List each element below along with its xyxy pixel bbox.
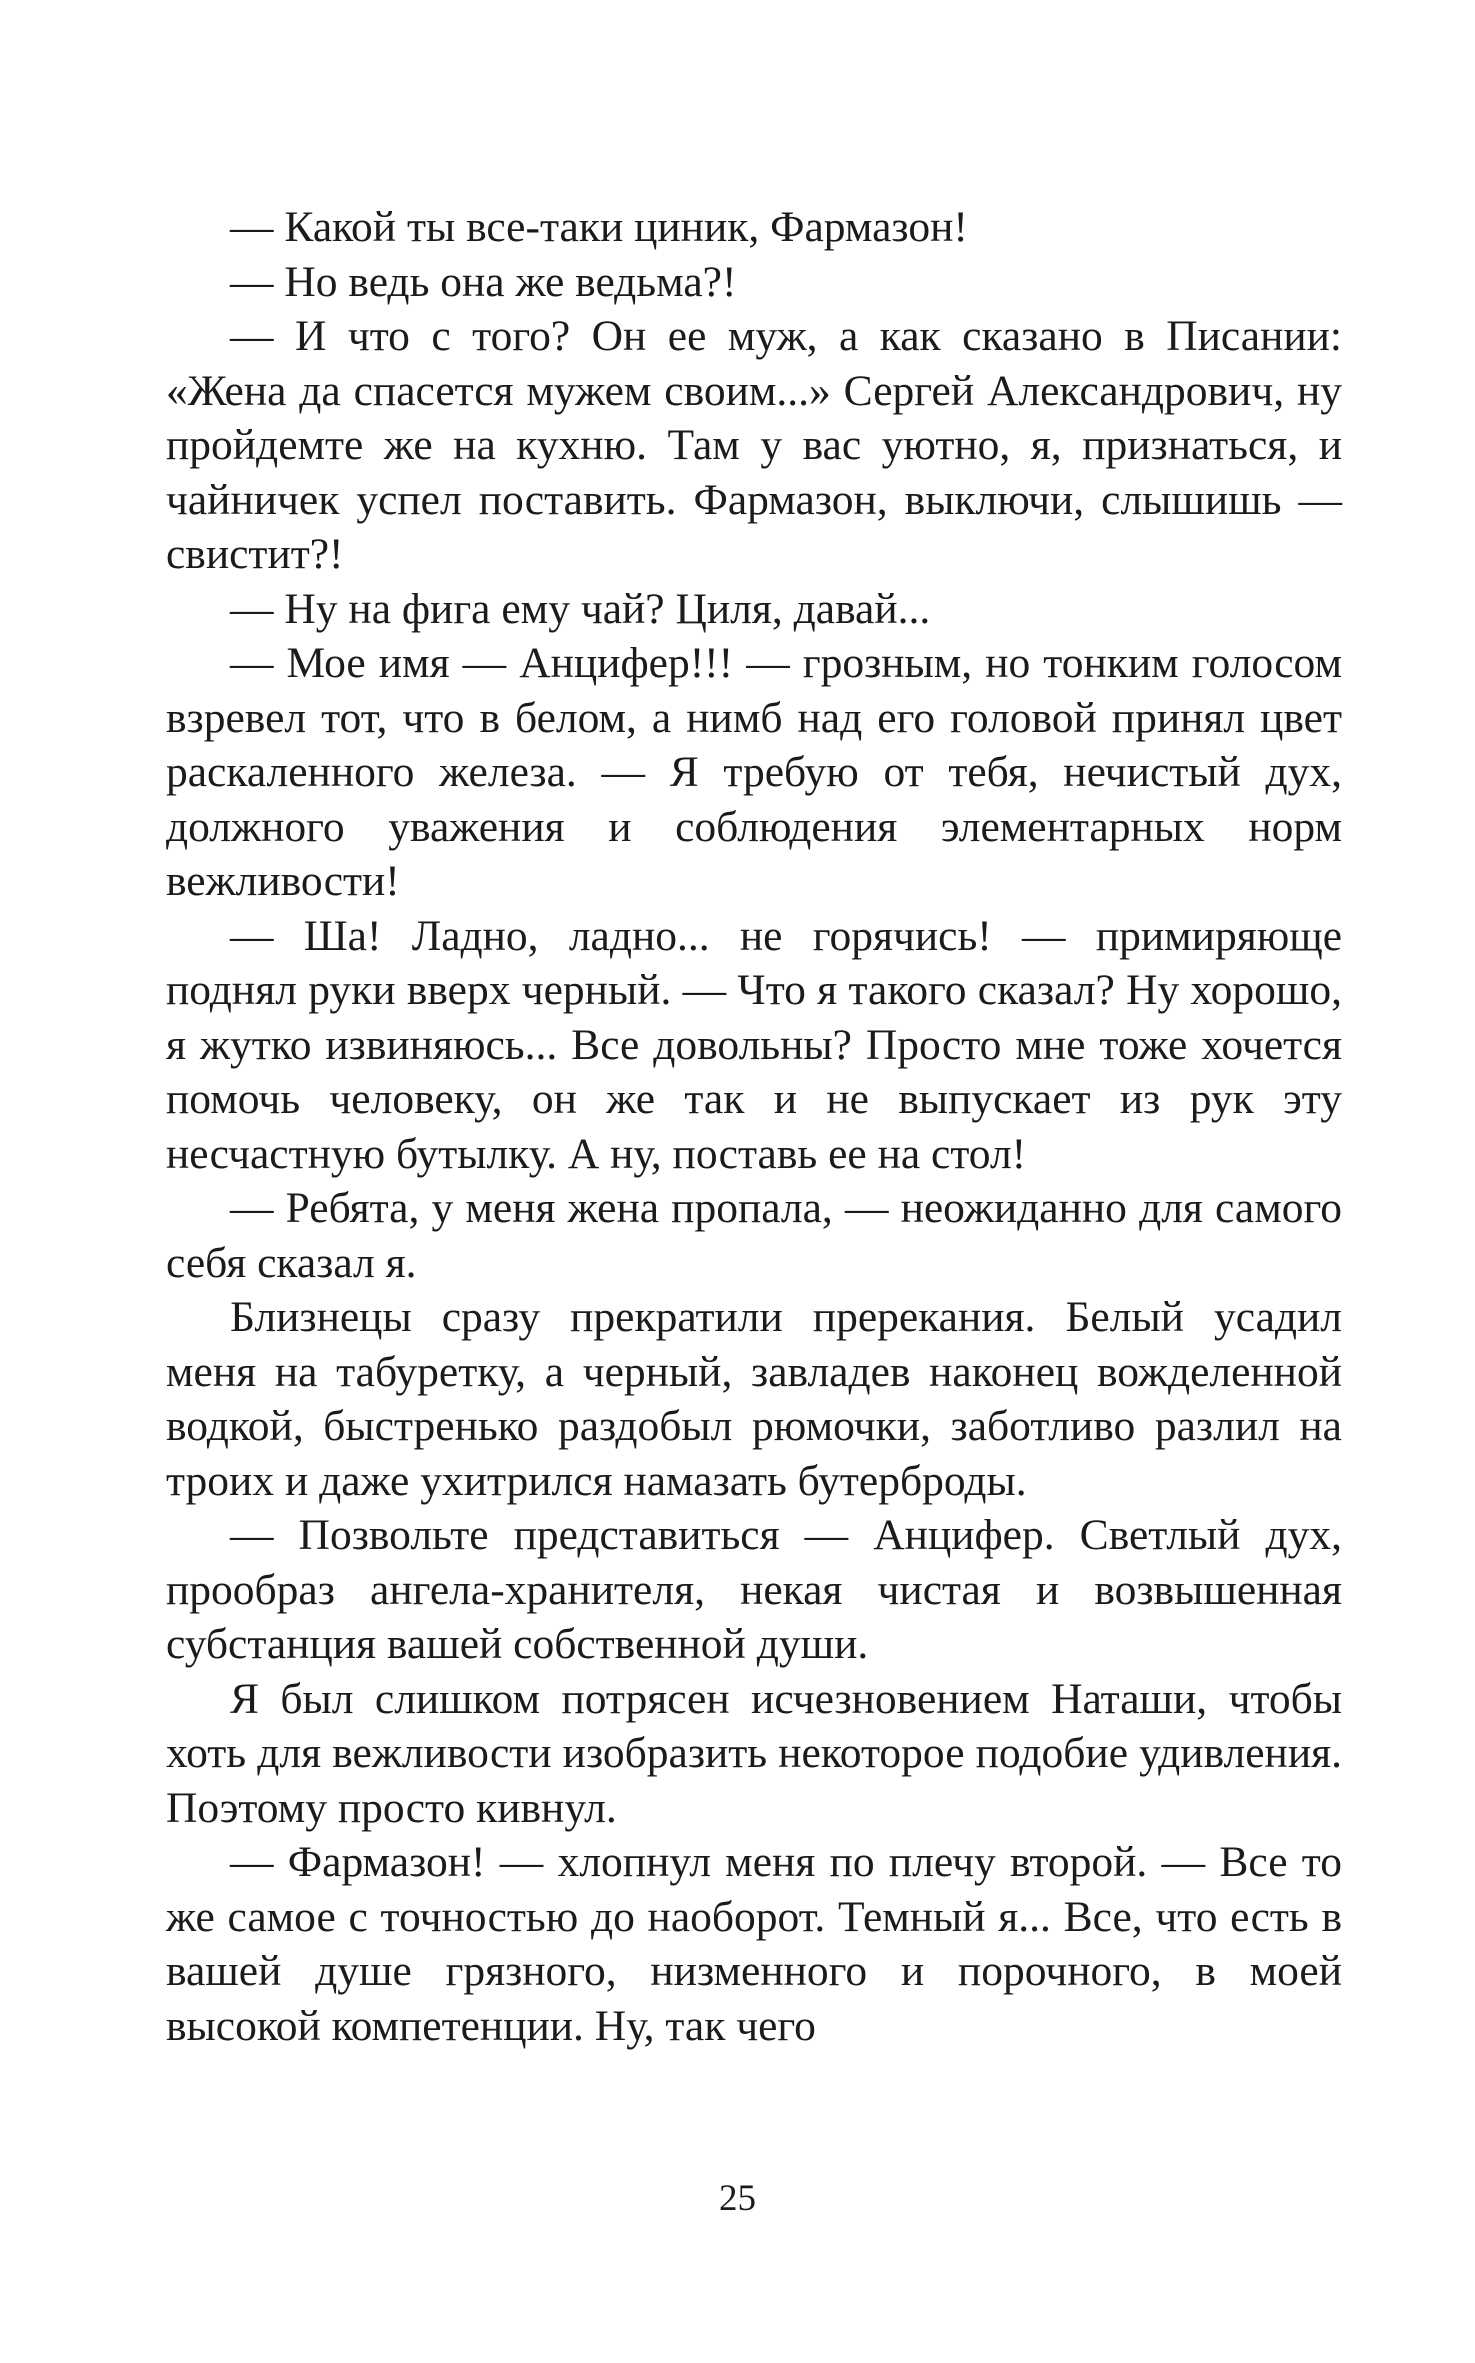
paragraph: — Мое имя — Анцифер!!! — грозным, но тонким голосом взревел тот, что в белом, а нимб над его головой принял цвет раскаленного железа. — Я требую от тебя, нечистый дух, должного уважения и соблюдения элементарных норм вежливости! <box>166 639 1342 905</box>
paragraph: — Ша! Ладно, ладно... не горячись! — примиряюще поднял руки вверх черный. — Что я такого сказал? Ну хорошо, я жутко извиняюсь... Все довольны? Просто мне тоже хочется помочь человеку, он же так и не выпускает из рук эту несчастную бутылку. А ну, поставь ее на стол! <box>166 911 1342 1178</box>
paragraph: Близнецы сразу прекратили пререкания. Белый усадил меня на табуретку, а черный, завладев наконец вожделенной водкой, быстренько раздобыл рюмочки, заботливо разлил на троих и даже ухитрился намазать бутерброды. <box>166 1293 1342 1505</box>
paragraph-last: — Фармазон! — хлопнул меня по плечу второй. — Все то же самое с точностью до наоборот. Темный я... Все, что есть в вашей душе грязного, низменного и порочного, в моей высокой компетенции. Ну, так чего <box>166 1838 1342 2050</box>
paragraph: — Ну на фига ему чай? Циля, давай... <box>230 584 931 633</box>
page-number: 25 <box>719 2178 756 2219</box>
paragraph: — И что с того? Он ее муж, а как сказано в Писании: «Жена да спасется мужем своим...» Сергей Александрович, ну пройдемте же на кухню. Там у вас уютно, я, признаться, и чайничек успел поставить. Фармазон, выключи, слышишь — свистит?! <box>166 312 1342 578</box>
paragraph: — Позвольте представиться — Анцифер. Светлый дух, прообраз ангела-хранителя, некая чистая и возвышенная субстанция вашей собственной души. <box>166 1511 1342 1668</box>
paragraph: — Но ведь она же ведьма?! <box>230 257 737 306</box>
paragraph: — Ребята, у меня жена пропала, — неожиданно для самого себя сказал я. <box>166 1184 1342 1287</box>
paragraph: Я был слишком потрясен исчезновением Наташи, чтобы хоть для вежливости изобразить некоторое подобие удивления. Поэтому просто кивнул. <box>166 1674 1342 1832</box>
page-body <box>166 200 1342 2053</box>
paragraph: — Какой ты все-таки циник, Фармазон! <box>230 203 968 251</box>
